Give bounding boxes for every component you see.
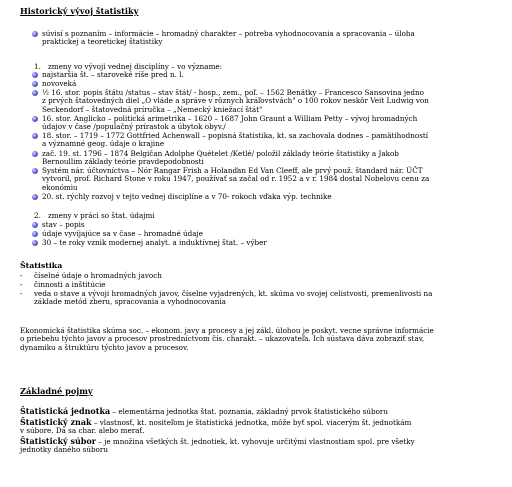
bullet-line: Systém nár. účtovníctva – Nór Rangar Frish a Holanďan Ed Van Cleeff, ale prvý použ. štandard nár. ÚČT [42, 166, 423, 175]
definition-item [20, 418, 500, 436]
bullet-icon [32, 240, 38, 246]
bullet-icon [32, 133, 38, 139]
bullet-line: z prvých štatovedných diel „O vláde a správe v rôznych kráľovstvách" o 100 rokov neskôr Veit Ludwig von [42, 96, 429, 106]
dash-line: základe metód zberu, spracovania a vyhodnocovania [34, 297, 226, 307]
definition-term: Štatistický súbor [20, 436, 96, 446]
dash-line: veda o stave a vývoji hromadných javov, číselne vyjadrených, kt. skúma vo svojej celistvosti, premenlivosti na [34, 289, 433, 298]
bullet-line: 16. stor. Anglicko – politická arimetrika – 1620 – 1687 John Graunt a William Petty – vývoj hromadných [42, 114, 418, 123]
definition-text: – je množina všetkých št. jednotiek, kt. vyhovuje určitými vlastnostiam spol. pre všetky [95, 437, 415, 446]
bullet-line: údajov v čase /populačný prírastok a úbytok obyv./ [42, 122, 226, 132]
definition-text: v súbore. Dá sa char. alebo merať. [20, 426, 145, 436]
definition-text: jednotky daného súboru [20, 445, 108, 455]
bullet-icon [32, 151, 38, 157]
heading-history: Historický vývoj štatistiky [20, 6, 139, 16]
bullet-line: zač. 19. st. 1796 – 1874 Belgičan Adolphe Quételet /Ketlé/ položil základy teórie štatistiky a Jakob [42, 149, 399, 158]
list-item [42, 239, 500, 247]
definition-text: – vlastnosť, kt. nositeľom je štatistická jednotka, môže byť spol. viacerým št. jednotkám [91, 418, 412, 427]
intro-bullet [42, 30, 500, 47]
definition-text: – elementárna jednotka štat. poznania, základný prvok štatistického súboru [110, 407, 388, 416]
bullet-line: novoveká [42, 79, 77, 88]
list-item [42, 71, 500, 79]
bullet-line: a významné geog. údaje o krajine [42, 139, 165, 149]
list-item [42, 89, 500, 114]
paragraph-line: dynamiku a štruktúru týchto javov a procesov. [20, 342, 189, 352]
dash-line: činnosti a inštitúcie [34, 280, 106, 289]
bullet-line: údaje vyvíjajúce sa v čase – hromadné údaje [42, 229, 203, 238]
dash-text [34, 290, 494, 307]
bullet-line: 20. st. rýchly rozvoj v tejto vednej disciplíne a v 70- rokoch vďaka výp. technike [42, 192, 332, 201]
definition-item [20, 437, 500, 455]
bullet-line: Seckendorf – štatovedná príručka – „Nemecký kniežací štát" [42, 104, 263, 114]
heading-basic-terms: Základné pojmy [20, 386, 93, 396]
bullet-line: praktickej a teoretickej štatistiky [42, 37, 163, 47]
item-title: zmeny v práci so štat. údajmi [48, 211, 155, 220]
list-item [42, 150, 500, 167]
item-title: zmeny vo vývoji vednej disciplíny – vo význame: [48, 62, 223, 71]
bullet-line: 18. stor. – 1719 – 1772 Gottfried Achenwall – popisná štatistika, kt. sa zachovala dodnes – pamätihodností [42, 131, 429, 140]
list-item [42, 115, 500, 132]
paragraph-line: o priebehu týchto javov a procesov prostredníctvom čís. charakt. – ukazovateľa. Ich sústava dáva zobraziť stav, [20, 334, 425, 344]
definition-term: Štatistická jednotka [20, 406, 111, 416]
bullet-icon [32, 72, 38, 78]
list-item [42, 193, 500, 201]
bullet-line: stav – popis [42, 220, 85, 229]
dash-marker: - [20, 280, 23, 289]
list-item [42, 132, 500, 149]
list-item [42, 167, 500, 192]
bullet-icon [32, 116, 38, 122]
bullet-icon [32, 31, 38, 37]
bullet-icon [32, 194, 38, 200]
statistika-title: Štatistika [20, 261, 63, 270]
bullet-line: najstaršia št. – staroveké ríše pred n. l. [42, 70, 184, 79]
item-number: 2. [34, 211, 41, 220]
bullet-line: Bernoullim základy teórie pravdepodobnosti [42, 157, 204, 167]
bullet-line: súvisí s poznaním – informácie – hromadný charakter – potreba vyhodnocovania a spracovania – úloha [42, 29, 415, 38]
bullet-line: 30 – te roky vznik modernej analyt. a induktívnej štat. – výber [42, 238, 267, 247]
dash-line: číselné údaje o hromadných javoch [34, 271, 162, 280]
bullet-icon [32, 81, 38, 87]
bullet-line: ½ 16. stor. popis štátu /status – stav štát/ - hosp., zem., poľ. – 1562 Benátky – Francesco Sansovina jedno [42, 88, 424, 97]
bullet-icon [32, 231, 38, 237]
bullet-icon [32, 90, 38, 96]
paragraph-line: Ekonomická štatistika skúma soc. – ekonom. javy a procesy a jej zákl. úlohou je poskyt. vecne správne informácie [20, 326, 434, 335]
dash-marker: - [20, 271, 23, 280]
bullet-icon [32, 222, 38, 228]
bullet-icon [32, 168, 38, 174]
item-number: 1. [34, 62, 41, 71]
dash-marker: - [20, 289, 23, 298]
definition-term: Štatistický znak [20, 417, 92, 427]
bullet-line: vytvoril, prof. Richard Stone v roku 1947, používať sa začal od r. 1952 a v r. 1984 dostal Nobelovu cenu za [42, 174, 430, 184]
definition-item [20, 407, 500, 416]
bullet-line: ekonómiu [42, 182, 78, 192]
economic-statistics-paragraph [20, 327, 500, 352]
